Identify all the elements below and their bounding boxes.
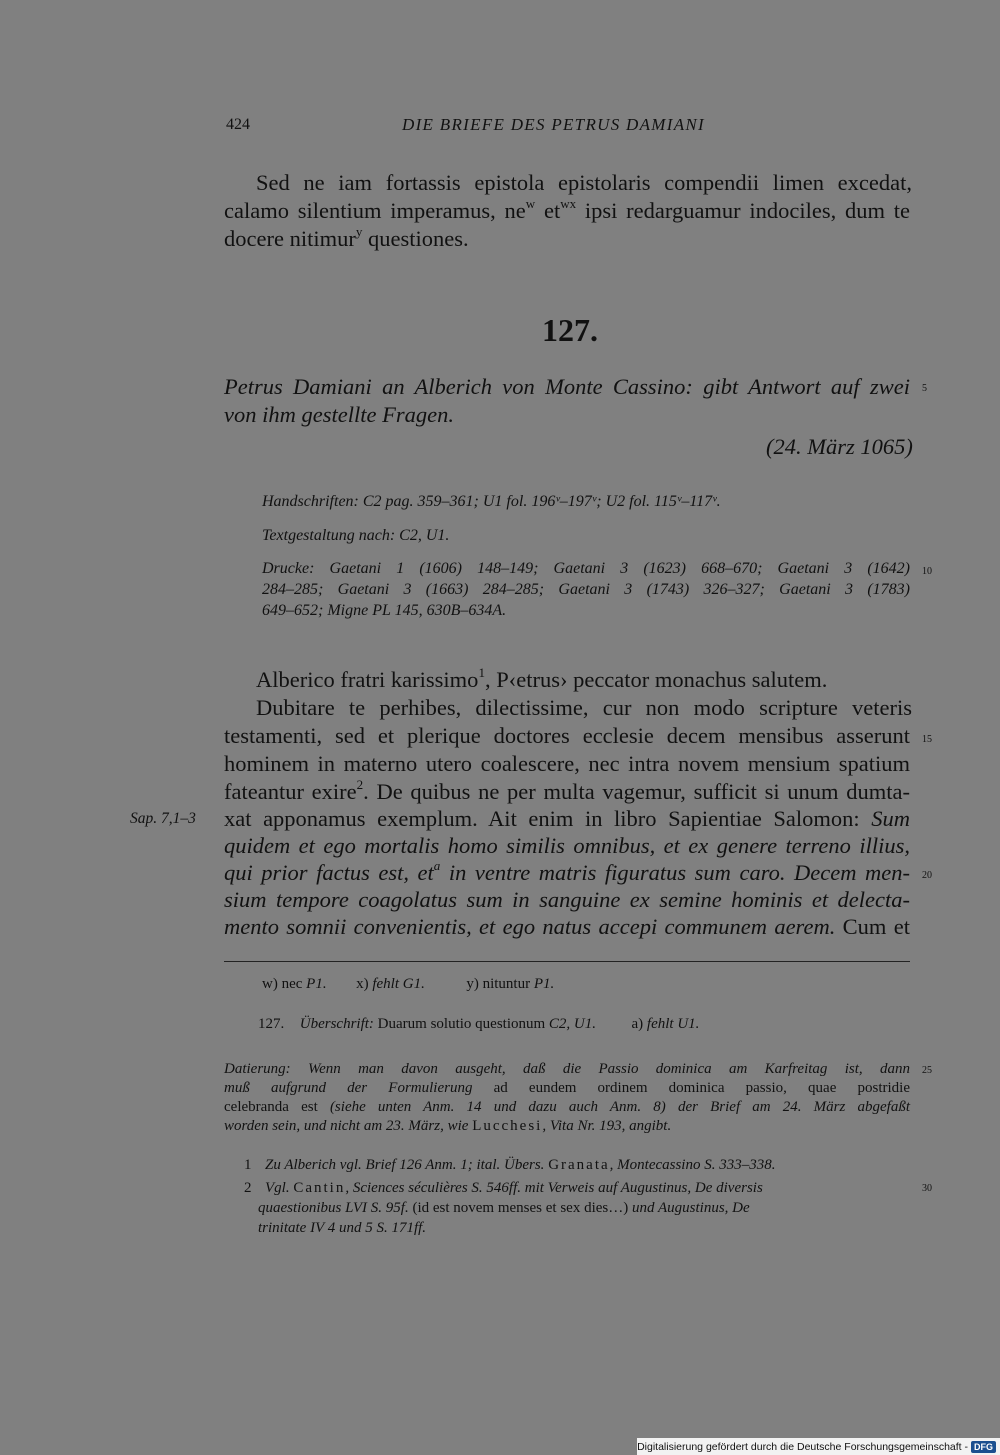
footnote-2-line-3: trinitate IV 4 und 5 S. 171ff.	[258, 1220, 427, 1236]
apparatus-drucke-3: 649–652; Migne PL 145, 630B–634A.	[262, 602, 507, 619]
intro-line-1: Sed ne iam fortassis epistola epistolaris compendii limen excedat,	[256, 170, 912, 195]
footnote-2-line-1: 2 Vgl. Cantin, Sciences séculières S. 546ff. mit Verweis auf Augustinus, De diversis	[244, 1180, 763, 1196]
datierung-line-4: worden sein, und nicht am 23. März, wie Lucchesi, Vita Nr. 193, angibt.	[224, 1118, 672, 1134]
body-line-6: quidem et ego mortalis homo similis omnibus, et ex genere terreno illius,	[224, 833, 910, 858]
intro-line-2: calamo silentium imperamus, $ne^w$ $et^{wx}$ ipsi redarguamur indociles, dum te	[224, 196, 910, 223]
body-line-3: hominem in materno utero coalescere, nec intra novem mensium spatium	[224, 751, 910, 776]
margin-scripture-reference: Sap. 7,1–3	[130, 810, 196, 827]
digitization-credit: Digitalisierung gefördert durch die Deutsche Forschungsgemeinschaft -	[637, 1440, 968, 1453]
footnote-1: 1 Zu Alberich vgl. Brief 126 Anm. 1; ital. Übers. Granata, Montecassino S. 333–338.	[244, 1157, 776, 1173]
page-number: 424	[226, 116, 250, 133]
letter-summary-line-1: Petrus Damiani an Alberich von Monte Cassino: gibt Antwort auf zwei	[224, 374, 910, 399]
margin-line-number-20: 20	[922, 870, 932, 881]
letter-number: 127.	[542, 312, 598, 348]
margin-line-number-15: 15	[922, 734, 932, 745]
body-line-1: Dubitare te perhibes, dilectissime, cur non modo scripture veteris	[256, 695, 912, 720]
margin-line-number-5: 5	[922, 383, 927, 394]
footnote-2-line-2: quaestionibus LVI S. 95f. (id est novem menses et sex dies…) und Augustinus, De	[258, 1200, 750, 1216]
apparatus-handschriften: Handschriften: C2 pag. 359–361; U1 fol. 196ᵛ–197ᵛ; U2 fol. 115ᵛ–117ᵛ.	[262, 493, 721, 510]
body-line-2: testamenti, sed et plerique doctores ecclesie decem mensibus asserunt	[224, 723, 910, 748]
apparatus-drucke-2: 284–285; Gaetani 3 (1663) 284–285; Gaetani 3 (1743) 326–327; Gaetani 3 (1783)	[262, 581, 910, 598]
datierung-line-3: celebranda est (siehe unten Anm. 14 und dazu auch Anm. 8) der Brief am 24. März abgefaßt	[224, 1099, 910, 1115]
margin-line-number-25: 25	[922, 1065, 932, 1076]
running-head: DIE BRIEFE DES PETRUS DAMIANI	[402, 115, 706, 134]
variant-notes-127: 127. Überschrift: Duarum solutio questionum C2, U1. a) fehlt U1.	[258, 1016, 700, 1032]
body-line-5: xat apponamus exemplum. Ait enim in libro Sapientiae Salomon: Sum	[224, 806, 910, 831]
body-line-7: qui prior factus est, $et^a$ in ventre matris figuratus sum caro. Decem men-	[224, 858, 911, 885]
variant-notes: w) nec P1. x) fehlt G1. y) nituntur P1.	[262, 976, 555, 992]
body-line-9: mento somnii convenientis, et ego natus accepi communem aerem. Cum et	[224, 914, 910, 939]
datierung-line-1: Datierung: Wenn man davon ausgeht, daß die Passio dominica am Karfreitag ist, dann	[224, 1061, 910, 1077]
body-greeting: Alberico fratri karissimo$^1$, P‹etrus› peccator monachus salutem.	[256, 665, 828, 692]
margin-line-number-30: 30	[922, 1183, 932, 1194]
intro-line-3: docere nitimur$^y$ questiones.	[224, 224, 469, 251]
digitization-credit-bar	[637, 1438, 1000, 1455]
margin-line-number-10: 10	[922, 566, 932, 577]
datierung-line-2: muß aufgrund der Formulierung ad eundem ordinem dominica passio, quae postridie	[224, 1080, 910, 1096]
letter-summary-line-2: von ihm gestellte Fragen.	[224, 402, 454, 427]
apparatus-drucke-1: Drucke: Gaetani 1 (1606) 148–149; Gaetani 3 (1623) 668–670; Gaetani 3 (1642)	[262, 560, 910, 577]
body-line-8: sium tempore coagolatus sum in sanguine ex semine hominis et delecta-	[224, 887, 910, 912]
footnote-divider	[224, 961, 910, 962]
apparatus-textgestaltung: Textgestaltung nach: C2, U1.	[262, 527, 450, 544]
letter-date: (24. März 1065)	[766, 434, 913, 459]
dfg-logo: DFG	[971, 1441, 996, 1453]
body-line-4: fateantur exire$^2$. De quibus ne per multa vagemur, sufficit si unum dumta-	[224, 777, 910, 804]
